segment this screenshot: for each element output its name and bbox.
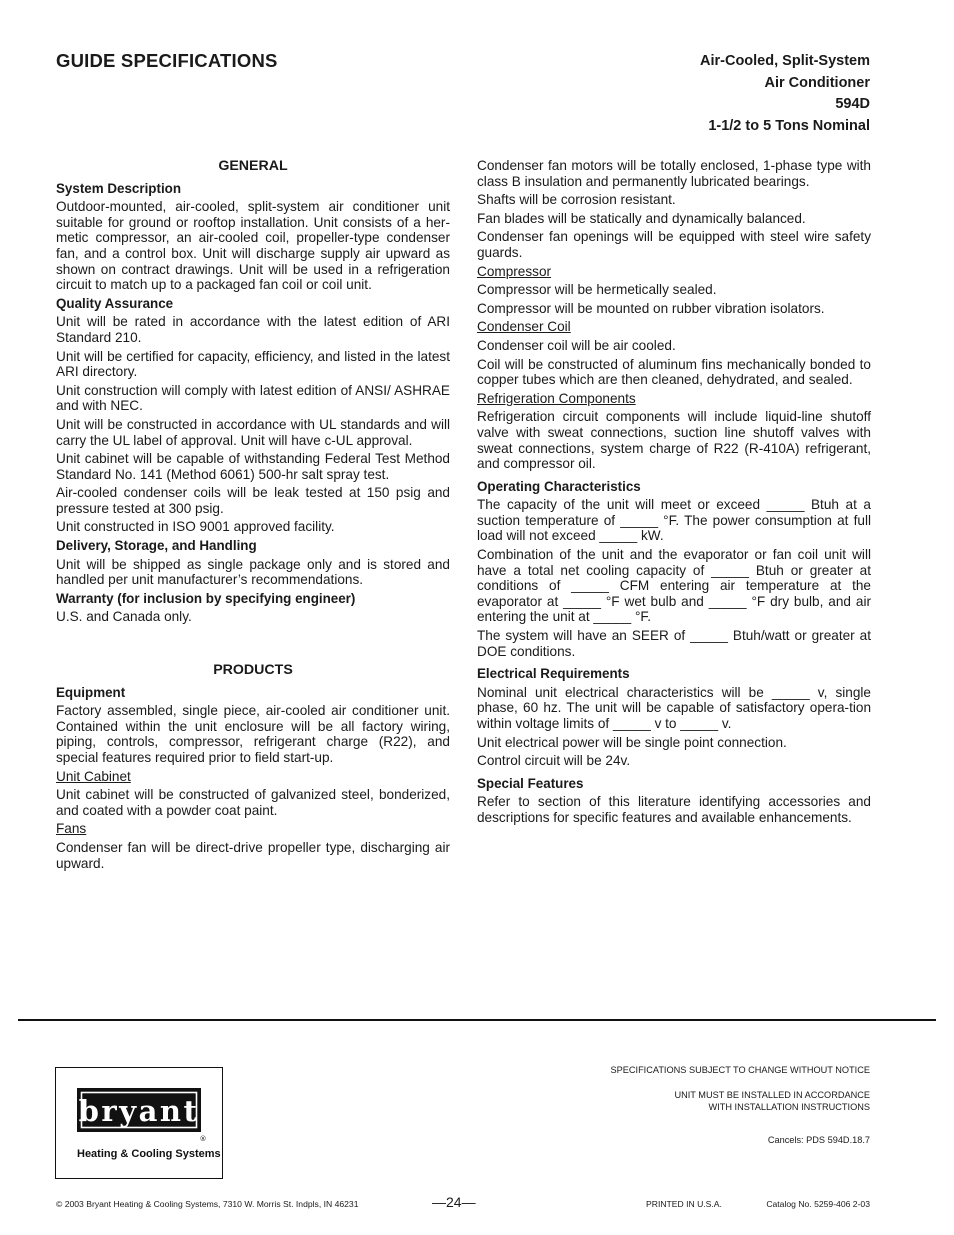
paragraph: Fan blades will be statically and dynamically balanced. — [477, 210, 806, 226]
paragraph: Condenser fan openings will be equipped with steel wire safety guards. — [477, 229, 871, 260]
paragraph: Combination of the unit and the evaporator or fan coil unit will have a total net cooling capacity of _____ Btuh or greater at conditions of _____ CFM entering air temperature at the evaporator at _____ °F wet bulb and _____ °F dry bulb, and air entering the unit at _____ °F. — [477, 547, 871, 625]
paragraph: Refrigeration circuit components will include liquid-line shutoff valve with sweat connections, suction line shutoff valves with sweat connections, system charge of R22 (R-410A) refrigerant, and compressor oil. — [477, 409, 871, 472]
catalog-number: Catalog No. 5259-406 2-03 — [766, 1199, 870, 1209]
page-title: GUIDE SPECIFICATIONS — [56, 50, 278, 71]
paragraph: Control circuit will be 24v. — [477, 753, 631, 769]
subtitle-line: 594D — [835, 96, 870, 112]
paragraph: Coil will be constructed of aluminum fins mechanically bonded to copper tubes which are then cleaned, dehydrated, and sealed. — [477, 356, 871, 388]
registered-mark: ® — [199, 1135, 207, 1143]
paragraph: U.S. and Canada only. — [56, 609, 192, 625]
footer-notes — [611, 1064, 871, 1146]
paragraph: Unit construction will comply with latest edition of ANSI/ ASHRAE and with NEC. — [56, 382, 450, 414]
heading-fans: Fans — [56, 821, 87, 837]
paragraph: Condenser fan motors will be totally enclosed, 1-phase type with class B insulation and permanently lubricated bearings. — [477, 158, 871, 189]
subtitle-line: Air-Cooled, Split-System — [700, 53, 870, 69]
right-column — [477, 158, 871, 829]
paragraph: Air-cooled condenser coils will be leak tested at 150 psig and pressure tested at 300 psig. — [56, 485, 450, 516]
heading-equipment: Equipment — [56, 684, 126, 700]
paragraph: Unit will be rated in accordance with the latest edition of ARI Standard 210. — [56, 314, 450, 345]
heading-quality-assurance: Quality Assurance — [56, 295, 174, 311]
paragraph: Shafts will be corrosion resistant. — [477, 192, 676, 208]
paragraph: Nominal unit electrical characteristics will be _____ v, single phase, 60 hz. The unit will be capable of satisfactory opera-tion within voltage limits of _____ v to _____ v. — [477, 684, 871, 731]
paragraph: Unit cabinet will be constructed of galvanized steel, bonderized, and coated with a powder coat paint. — [56, 787, 450, 818]
paragraph: The capacity of the unit will meet or exceed _____ Btuh at a suction temperature of _____ °F. The power consumption at full load will not exceed _____ kW. — [477, 497, 871, 544]
paragraph: Condenser coil will be air cooled. — [477, 337, 676, 353]
subtitle-line: 1-1/2 to 5 Tons Nominal — [708, 117, 870, 134]
paragraph: Compressor will be hermetically sealed. — [477, 282, 717, 298]
paragraph: Unit electrical power will be single point connection. — [477, 734, 787, 750]
heading-special-features: Special Features — [477, 775, 584, 791]
paragraph: Factory assembled, single piece, air-cooled air conditioner unit. Contained within the unit enclosure will be all factory wiring, piping, controls, compressor, refrigerant charge (R22), and special features required prior to field start-up. — [56, 703, 450, 765]
paragraph: Unit constructed in ISO 9001 approved facility. — [56, 519, 335, 535]
paragraph: Unit will be certified for capacity, efficiency, and listed in the latest ARI directory. — [56, 348, 450, 380]
paragraph: Outdoor-mounted, air-cooled, split-system air conditioner unit suitable for ground or rooftop installation. Unit consists of a her-metic compressor, an air-cooled coil, propeller-type condenser fan, and a control box. Unit will discharge supply air upward as shown on contract drawings. Unit will be used in a refrigeration circuit to match up to a packaged fan coil or coil unit. — [56, 199, 450, 293]
footer-note: Cancels: PDS 594D.18.7 — [767, 1134, 870, 1145]
heading-electrical-requirements: Electrical Requirements — [477, 666, 630, 682]
footer-divider — [18, 1019, 936, 1021]
paragraph: Unit cabinet will be capable of withstanding Federal Test Method Standard No. 141 (Method 6061) 500-hr salt spray test. — [56, 451, 450, 482]
heading-refrigeration-components: Refrigeration Components — [477, 390, 636, 406]
paragraph: The system will have an SEER of _____ Btuh/watt or greater at DOE conditions. — [477, 628, 871, 659]
subtitle-line: Air Conditioner — [764, 74, 870, 91]
bryant-logo-graphic — [56, 1068, 221, 1177]
section-title-products: PRODUCTS — [213, 662, 293, 679]
copyright-text: © 2003 Bryant Heating & Cooling Systems, 7310 W. Morris St. Indpls, IN 46231 — [56, 1199, 359, 1209]
document-subtitle — [700, 51, 870, 137]
paragraph: Compressor will be mounted on rubber vibration isolators. — [477, 300, 825, 316]
heading-delivery: Delivery, Storage, and Handling — [56, 538, 257, 554]
paragraph: Refer to section of this literature identifying accessories and descriptions for specific features and available enhancements. — [477, 794, 871, 825]
heading-operating-characteristics: Operating Characteristics — [477, 478, 641, 494]
printed-in-text: PRINTED IN U.S.A. — [646, 1199, 722, 1209]
page-number: —24— — [432, 1194, 476, 1210]
logo-wordmark: bryant — [78, 1094, 200, 1128]
heading-condenser-coil: Condenser Coil — [477, 319, 571, 335]
footer-note: SPECIFICATIONS SUBJECT TO CHANGE WITHOUT NOTICE — [610, 1065, 870, 1075]
paragraph: Condenser fan will be direct-drive propeller type, discharging air upward. — [56, 839, 450, 871]
heading-warranty: Warranty (for inclusion by specifying engineer) — [56, 590, 356, 606]
paragraph: Unit will be shipped as single package only and is stored and handled per unit manufacturer’s recommendations. — [56, 556, 450, 588]
heading-system-description: System Description — [56, 180, 182, 196]
footer-note: WITH INSTALLATION INSTRUCTIONS — [708, 1102, 870, 1112]
bryant-logo — [55, 1067, 223, 1179]
footer-note: UNIT MUST BE INSTALLED IN ACCORDANCE — [674, 1089, 870, 1100]
heading-compressor: Compressor — [477, 263, 552, 279]
paragraph: Unit will be constructed in accordance with UL standards and will carry the UL label of approval. Unit will have c-UL approval. — [56, 416, 450, 448]
left-column — [56, 157, 450, 874]
section-title-general: GENERAL — [218, 158, 288, 174]
heading-unit-cabinet: Unit Cabinet — [56, 768, 131, 784]
logo-tagline: Heating & Cooling Systems — [77, 1148, 221, 1160]
